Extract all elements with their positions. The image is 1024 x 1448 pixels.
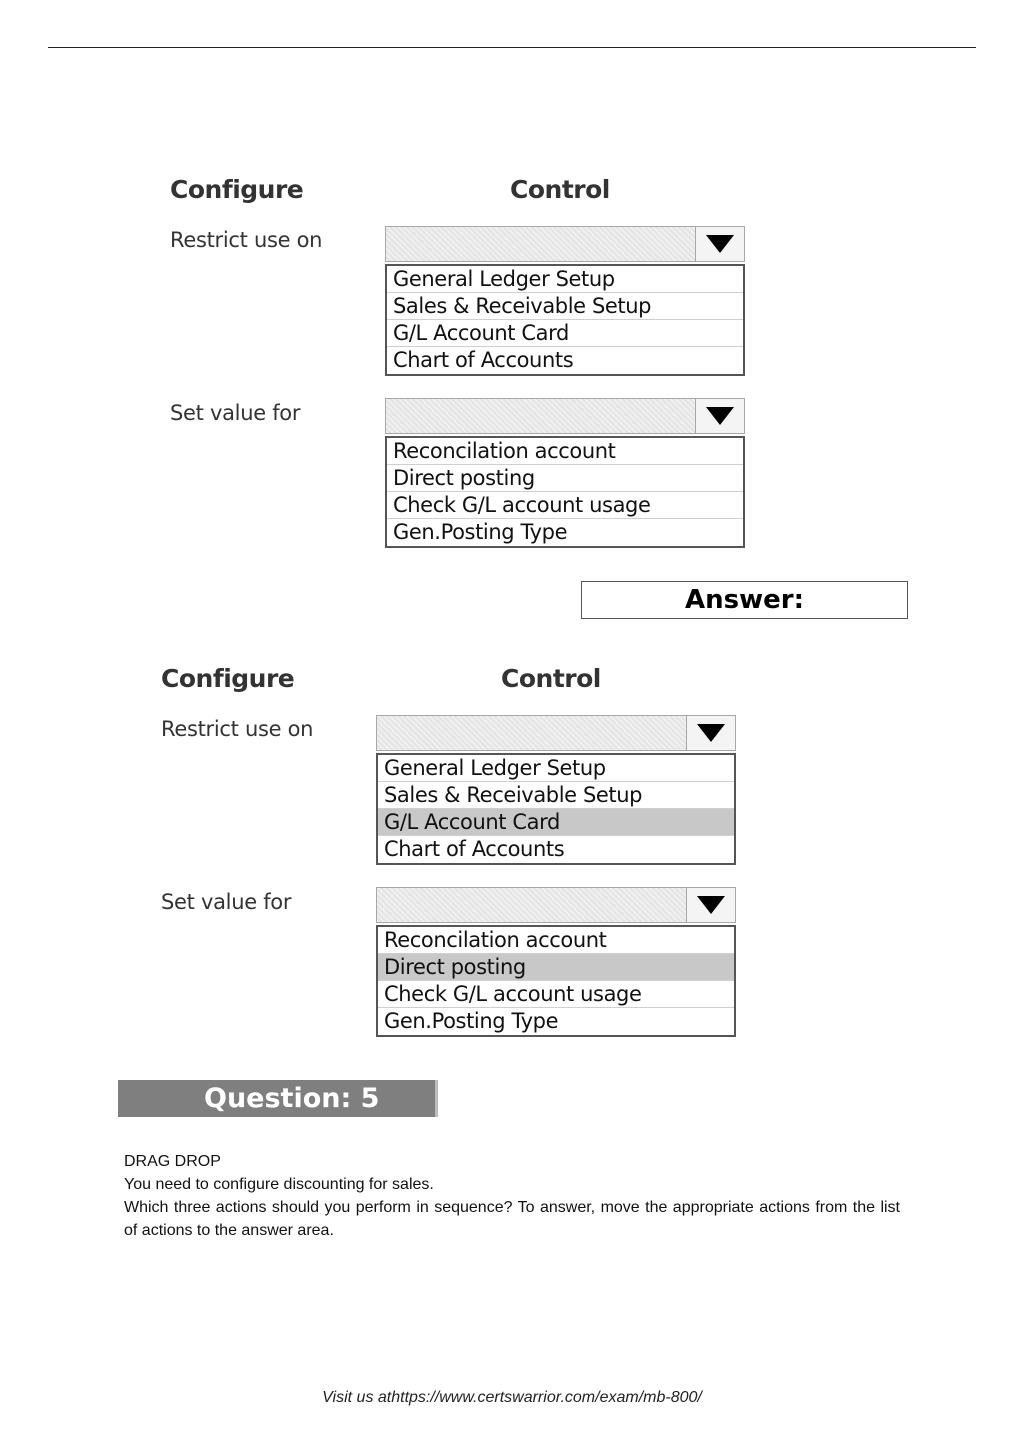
dropdown-button[interactable] — [686, 888, 735, 922]
restrict-use-label: Restrict use on — [170, 228, 323, 252]
triangle-down-icon — [697, 896, 725, 914]
header-rule — [48, 47, 976, 48]
question-panel — [170, 175, 770, 565]
control-header: Control — [501, 664, 601, 693]
restrict-use-dropdown[interactable] — [385, 226, 745, 376]
dropdown-option[interactable]: Check G/L account usage — [387, 492, 743, 519]
dropdown-option[interactable]: Gen.Posting Type — [384, 1009, 559, 1033]
answer-label: Answer: — [581, 581, 908, 619]
dropdown-field[interactable] — [385, 226, 745, 262]
answer-panel — [161, 664, 761, 1054]
dropdown-button[interactable] — [686, 716, 735, 750]
dropdown-list — [376, 925, 736, 1037]
dropdown-option-selected[interactable]: Direct posting — [378, 954, 734, 981]
dropdown-option-selected[interactable]: G/L Account Card — [378, 809, 734, 836]
set-value-dropdown[interactable] — [385, 398, 745, 548]
dropdown-option[interactable]: General Ledger Setup — [378, 755, 734, 782]
dropdown-option[interactable]: Check G/L account usage — [378, 981, 734, 1008]
dropdown-field[interactable] — [376, 887, 736, 923]
dropdown-option[interactable]: Chart of Accounts — [384, 837, 565, 861]
footer-link[interactable]: Visit us athttps://www.certswarrior.com/exam/mb-800/ — [322, 1389, 702, 1406]
set-value-label: Set value for — [170, 401, 301, 425]
configure-header: Configure — [161, 664, 295, 693]
dropdown-list — [385, 436, 745, 548]
dropdown-option[interactable]: Sales & Receivable Setup — [378, 782, 734, 809]
question-line: You need to configure discounting for sales. — [124, 1176, 434, 1193]
question-banner: Question: 5 — [118, 1080, 438, 1117]
dropdown-option[interactable]: Reconcilation account — [387, 438, 743, 465]
triangle-down-icon — [706, 407, 734, 425]
dropdown-button[interactable] — [695, 227, 744, 261]
question-type: DRAG DROP — [124, 1153, 221, 1170]
set-value-label: Set value for — [161, 890, 292, 914]
dropdown-option[interactable]: Direct posting — [387, 465, 743, 492]
dropdown-option[interactable]: G/L Account Card — [387, 320, 743, 347]
triangle-down-icon — [697, 724, 725, 742]
dropdown-list — [385, 264, 745, 376]
restrict-use-dropdown[interactable] — [376, 715, 736, 865]
triangle-down-icon — [706, 235, 734, 253]
dropdown-option[interactable]: Sales & Receivable Setup — [387, 293, 743, 320]
dropdown-field[interactable] — [376, 715, 736, 751]
question-text — [124, 1150, 900, 1242]
set-value-dropdown[interactable] — [376, 887, 736, 1037]
dropdown-field[interactable] — [385, 398, 745, 434]
configure-header: Configure — [170, 175, 304, 204]
dropdown-option[interactable]: Gen.Posting Type — [393, 520, 568, 544]
dropdown-button[interactable] — [695, 399, 744, 433]
dropdown-option[interactable]: Reconcilation account — [378, 927, 734, 954]
dropdown-option[interactable]: Chart of Accounts — [393, 348, 574, 372]
control-header: Control — [510, 175, 610, 204]
restrict-use-label: Restrict use on — [161, 717, 314, 741]
dropdown-list — [376, 753, 736, 865]
question-line: Which three actions should you perform in sequence? To answer, move the appropriate actions from the list of actions to the answer area. — [124, 1199, 900, 1239]
dropdown-option[interactable]: General Ledger Setup — [387, 266, 743, 293]
